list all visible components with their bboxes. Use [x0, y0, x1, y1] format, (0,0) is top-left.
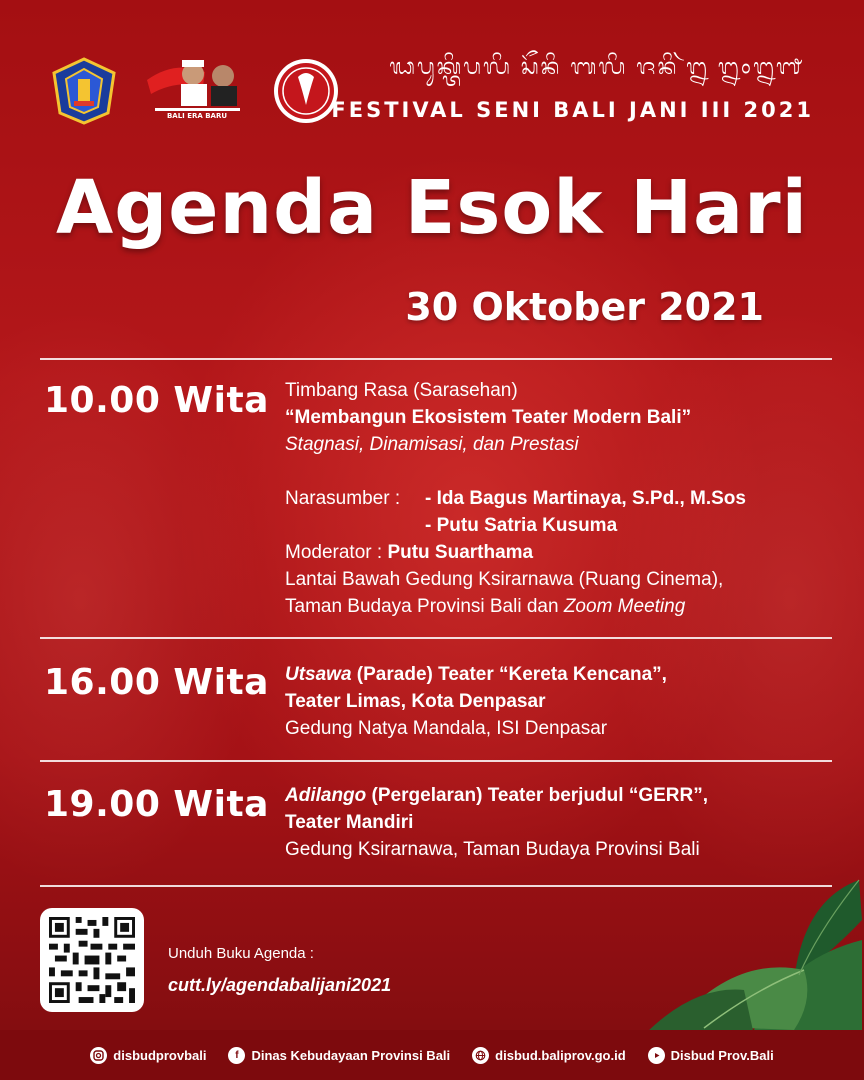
- event-details: [285, 661, 825, 742]
- event-performer: Teater Mandiri: [285, 812, 414, 833]
- moderator-row: [285, 539, 825, 566]
- divider: [40, 760, 832, 762]
- qr-code-icon: [49, 917, 135, 1003]
- moderator-label: Moderator :: [285, 542, 388, 563]
- footer-text: disbud.baliprov.go.id: [495, 1047, 626, 1063]
- event-title: Adilango (Pergelaran) Teater berjudul “GERR”,: [285, 785, 709, 806]
- event-time: 16.00 Wita: [44, 662, 269, 703]
- download-link[interactable]: cutt.ly/agendabalijani2021: [168, 975, 392, 995]
- event-details: [285, 377, 825, 620]
- speakers-row-1: [285, 485, 825, 512]
- footer-text: Dinas Kebudayaan Provinsi Bali: [251, 1047, 451, 1063]
- event-venue: Gedung Natya Mandala, ISI Denpasar: [285, 718, 608, 739]
- narasumber-label: Narasumber :: [285, 488, 401, 509]
- facebook-icon: f: [228, 1047, 245, 1064]
- footer-youtube[interactable]: [648, 1047, 774, 1064]
- moderator-name: Putu Suarthama: [387, 542, 534, 563]
- qr-code[interactable]: [40, 908, 144, 1012]
- speaker-name: - Ida Bagus Martinaya, S.Pd., M.Sos: [425, 488, 746, 509]
- footer-text: Disbud Prov.Bali: [670, 1047, 774, 1063]
- event-performer: Teater Limas, Kota Denpasar: [285, 691, 546, 712]
- festival-title: FESTIVAL SENI BALI JANI III 2021: [331, 98, 814, 122]
- divider: [40, 637, 832, 639]
- event-venue: Gedung Ksirarnawa, Taman Budaya Provinsi Bali: [285, 839, 700, 860]
- event-title: Utsawa (Parade) Teater “Kereta Kencana”,: [285, 664, 667, 685]
- footer-website[interactable]: [472, 1047, 625, 1064]
- speaker-name: - Putu Satria Kusuma: [425, 515, 618, 536]
- footer-text: disbudprovbali: [113, 1047, 207, 1063]
- event-subtitle: Stagnasi, Dinamisasi, dan Prestasi: [285, 434, 579, 455]
- globe-icon: [472, 1047, 489, 1064]
- event-time: 10.00 Wita: [44, 380, 269, 421]
- page-title: Agenda Esok Hari: [56, 165, 808, 251]
- youtube-icon: [648, 1047, 665, 1064]
- event-title: “Membangun Ekosistem Teater Modern Bali”: [285, 407, 692, 428]
- agenda-date: 30 Oktober 2021: [405, 285, 764, 329]
- event-venue: Lantai Bawah Gedung Ksirarnawa (Ruang Cinema),: [285, 569, 724, 590]
- footer-instagram[interactable]: [90, 1047, 206, 1064]
- footer: [0, 1030, 864, 1080]
- instagram-icon: [90, 1047, 107, 1064]
- download-label: Unduh Buku Agenda :: [168, 945, 314, 962]
- footer-facebook[interactable]: [228, 1047, 450, 1064]
- event-venue-2: Taman Budaya Provinsi Bali dan Zoom Meeting: [285, 596, 686, 617]
- event-details: [285, 782, 825, 863]
- logo-caption: BALI ERA BARU: [166, 112, 228, 120]
- leaves-decoration: [604, 860, 864, 1035]
- divider: [40, 358, 832, 360]
- balinese-script-title: ᬖᬧᬸᬓ᭄ᬢᬶᬧᬮᬶ ᬲᭂᬦᬶ ᬩᬮᬶ ᬚᬦᬶ ᬃ᭒ ᭒᭐᭒᭑: [389, 55, 804, 80]
- event-time: 19.00 Wita: [44, 784, 269, 825]
- bali-province-emblem: [48, 55, 120, 127]
- speakers-row-2: [285, 512, 825, 539]
- governor-campaign-logo: [145, 50, 250, 120]
- event-type: Timbang Rasa (Sarasehan): [285, 380, 518, 401]
